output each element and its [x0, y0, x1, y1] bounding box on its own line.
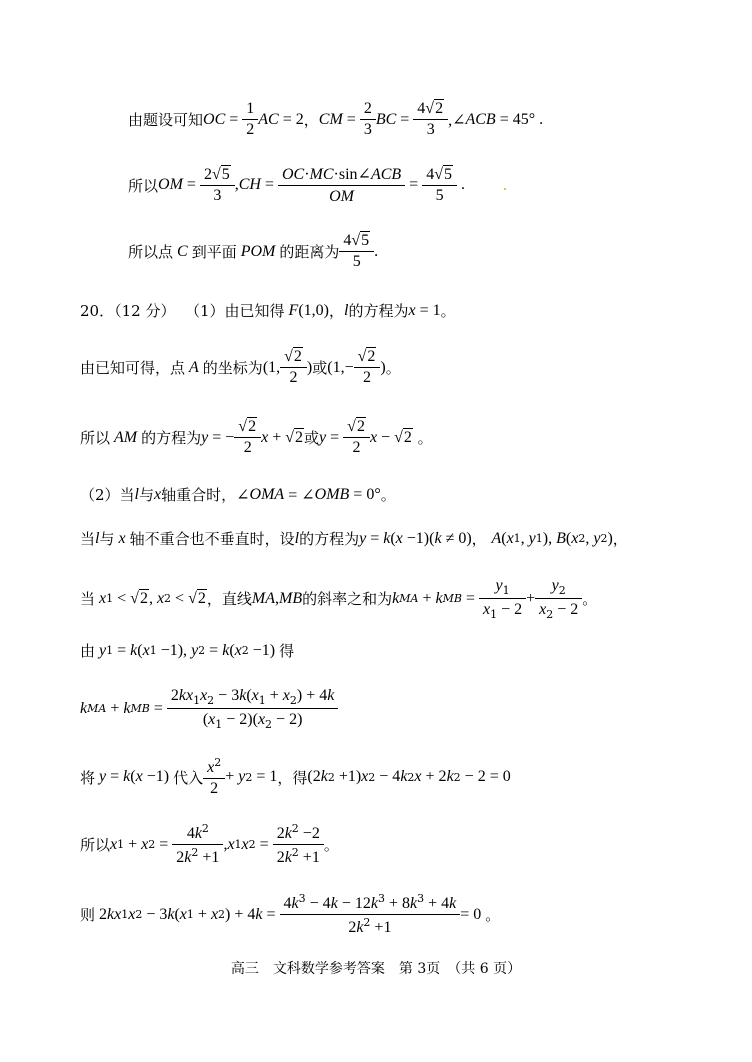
- text: （1）由已知得: [185, 302, 285, 320]
- text: ，直线: [206, 590, 252, 608]
- line-2: 所以 OM = $\frac{2√5}{3}$ , CH = $\frac{\text{OC·MC·sin∠ACB}}{OM}$ = $\frac{4√5}{5}$ .: [128, 165, 465, 205]
- text: 所以: [128, 176, 159, 195]
- line-12: 将 y = k ( x −1) 代入 $\frac{x^2}{2}$ + y 2 = 1 ，得 (2 k 2 +1) x 2 − 4 k 2 x + 2 k 2 − 2 = 0: [80, 756, 511, 797]
- line-13: 所以 x 1 + x 2 = $\frac{4k^2}{2k^2 +1}$ , x 1 x 2 = $\frac{2k^2 -2}{2k^2 +1}$ 。: [80, 822, 339, 866]
- text: 的方程为: [141, 429, 202, 447]
- line-3: 所以点 C 到平面 POM 的距离为 $\frac{4√5}{5}$ .: [128, 232, 379, 270]
- text: 的斜率之和为: [302, 590, 393, 608]
- text: 由: [80, 642, 96, 660]
- text: 轴重合时，: [161, 486, 237, 504]
- text: 所以点: [128, 243, 174, 261]
- line-9: 当 x 1 < √2, x 2 < √2 ，直线 MA , MB 的斜率之和为 k MA + k MB = $\frac{y_1}{x_1 - 2}$ + $\frac{y_2}{x_2 - 2}$ 。: [80, 577, 598, 621]
- line-14: 则 2 kx 1 x 2 − 3 k ( x 1 + x 2 ) + 4 k = $\frac{4k^3 - 4k - 12k^3 + 8k^3 + 4k}{2k^2 +1}$ = 0 。: [80, 892, 501, 936]
- text: 所以: [80, 836, 111, 854]
- line-8: 当 l 与 x 轴不重合也不垂直时，设 l 的方程为 y = k ( x −1)( k ≠ 0) ， A ( x 1 , y 1 ), B ( x 2 , y 2 ) ，: [80, 529, 628, 548]
- text: 当: [80, 590, 96, 608]
- text: 与: [99, 530, 115, 548]
- line-7: （2）当 l 与 x 轴重合时， ∠ OMA = ∠ OMB = 0° 。: [80, 485, 396, 504]
- text: 或: [312, 359, 328, 377]
- text: 或: [304, 429, 320, 447]
- text: 的距离为: [279, 243, 340, 261]
- line-6: 所以 AM 的方程为 y = − $\frac{√2}{2}$ x + √2 或 y = $\frac{√2}{2}$ x − √2 。: [80, 418, 433, 456]
- line-5: 由已知可得，点 A 的坐标为 (1, $\frac{√2}{2}$ ) 或 (1,− $\frac{√2}{2}$ ) 。: [80, 348, 401, 386]
- dot-mark: [504, 188, 506, 190]
- page-footer: 高三 文科数学参考答案 第 3页 （共 6 页）: [230, 961, 522, 977]
- text: 由已知可得，点: [80, 359, 186, 377]
- text: 到平面: [191, 243, 237, 261]
- line-4: 20．（12 分） （1）由已知得 F (1,0) ， l 的方程为 x = 1 。: [80, 301, 456, 320]
- text: （2）当: [80, 486, 135, 504]
- text: 20．（12 分）: [80, 302, 176, 320]
- text: 的方程为: [299, 530, 360, 548]
- text: 由题设可知: [128, 111, 204, 129]
- text: 的方程为: [348, 302, 409, 320]
- text: 将: [80, 768, 96, 787]
- text: 代入: [173, 768, 204, 787]
- text: 的坐标为: [202, 359, 263, 377]
- text: ，得: [277, 768, 308, 787]
- text: 所以: [80, 429, 111, 447]
- text: 当: [80, 530, 96, 548]
- line-1: 由题设可知 OC = $\frac{1}{2}$ AC = 2 ， CM = $\frac{2}{3}$ BC = $\frac{4√2}{3}$ ,∠ ACB = 45° .: [128, 100, 544, 138]
- text: 与: [139, 486, 155, 504]
- line-11: k MA + k MB = $\frac{2kx_1x_2 - 3k(x_1 + x_2) + 4k}{(x_1 - 2)(x_2 - 2)}$: [80, 686, 338, 731]
- line-10: 由 y 1 = k ( x 1 −1), y 2 = k ( x 2 −1) 得: [80, 641, 295, 660]
- text: 则: [80, 906, 96, 924]
- text: 轴不重合也不垂直时，设: [129, 530, 295, 548]
- text: 得: [279, 642, 295, 660]
